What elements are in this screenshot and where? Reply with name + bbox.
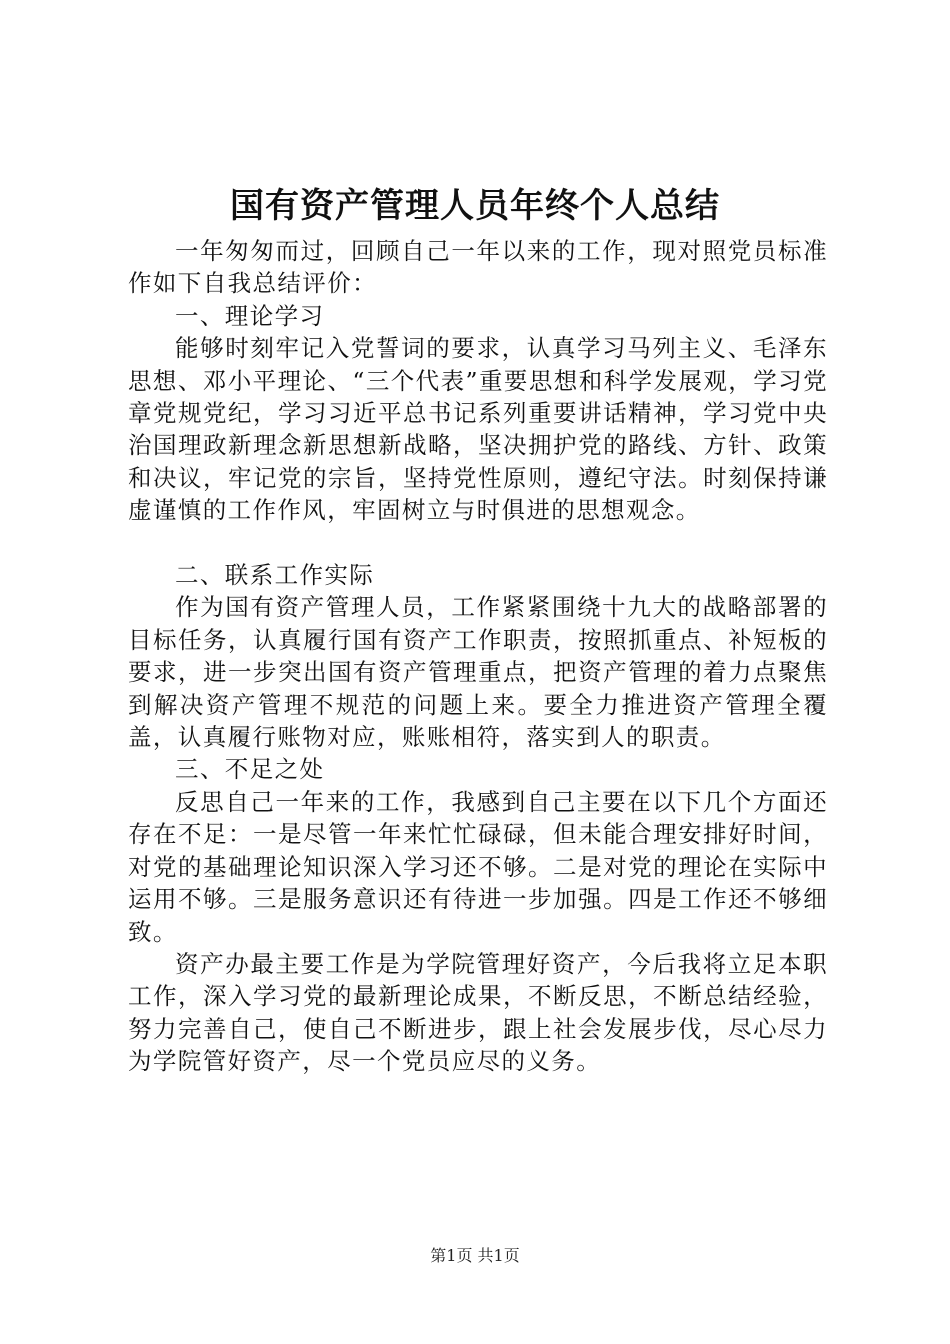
document-title: 国有资产管理人员年终个人总结 <box>230 186 720 226</box>
section-heading-work-practice: 二、联系工作实际 <box>175 561 375 590</box>
section-heading-shortcomings: 三、不足之处 <box>175 755 325 784</box>
section-heading-theory-study: 一、理论学习 <box>175 301 325 330</box>
intro-paragraph: 一年匆匆而过，回顾自己一年以来的工作，现对照党员标准作如下自我总结评价： <box>128 237 828 298</box>
theory-study-paragraph: 能够时刻牢记入党誓词的要求，认真学习马列主义、毛泽东思想、邓小平理论、“三个代表”重要思想和科学发展观，学习党章党规党纪，学习习近平总书记系列重要讲话精神，学习党中央治国理政新理念新思想新战略，坚决拥护党的路线、方针、政策和决议，牢记党的宗旨，坚持党性原则，遵纪守法。时刻保持谦虚谨慎的工作作风，牢固树立与时俱进的思想观念。 <box>128 334 828 525</box>
document-body <box>128 235 828 1078</box>
work-practice-paragraph: 作为国有资产管理人员，工作紧紧围绕十九大的战略部署的目标任务，认真履行国有资产工作职责，按照抓重点、补短板的要求，进一步突出国有资产管理重点，把资产管理的着力点聚焦到解决资产管理不规范的问题上来。要全力推进资产管理全覆盖，认真履行账物对应，账账相符，落实到人的职责。 <box>128 593 828 752</box>
closing-paragraph: 资产办最主要工作是为学院管理好资产，今后我将立足本职工作，深入学习党的最新理论成果，不断反思，不断总结经验，努力完善自己，使自己不断进步，跟上社会发展步伐，尽心尽力为学院管好资产，尽一个党员应尽的义务。 <box>128 949 828 1076</box>
shortcomings-paragraph: 反思自己一年来的工作，我感到自己主要在以下几个方面还存在不足：一是尽管一年来忙忙碌碌，但未能合理安排好时间，对党的基础理论知识深入学习还不够。二是对党的理论在实际中运用不够。三是服务意识还有待进一步加强。四是工作还不够细致。 <box>128 787 828 946</box>
page-footer: 第1页 共1页 <box>430 1246 520 1265</box>
blank-line <box>128 527 828 559</box>
